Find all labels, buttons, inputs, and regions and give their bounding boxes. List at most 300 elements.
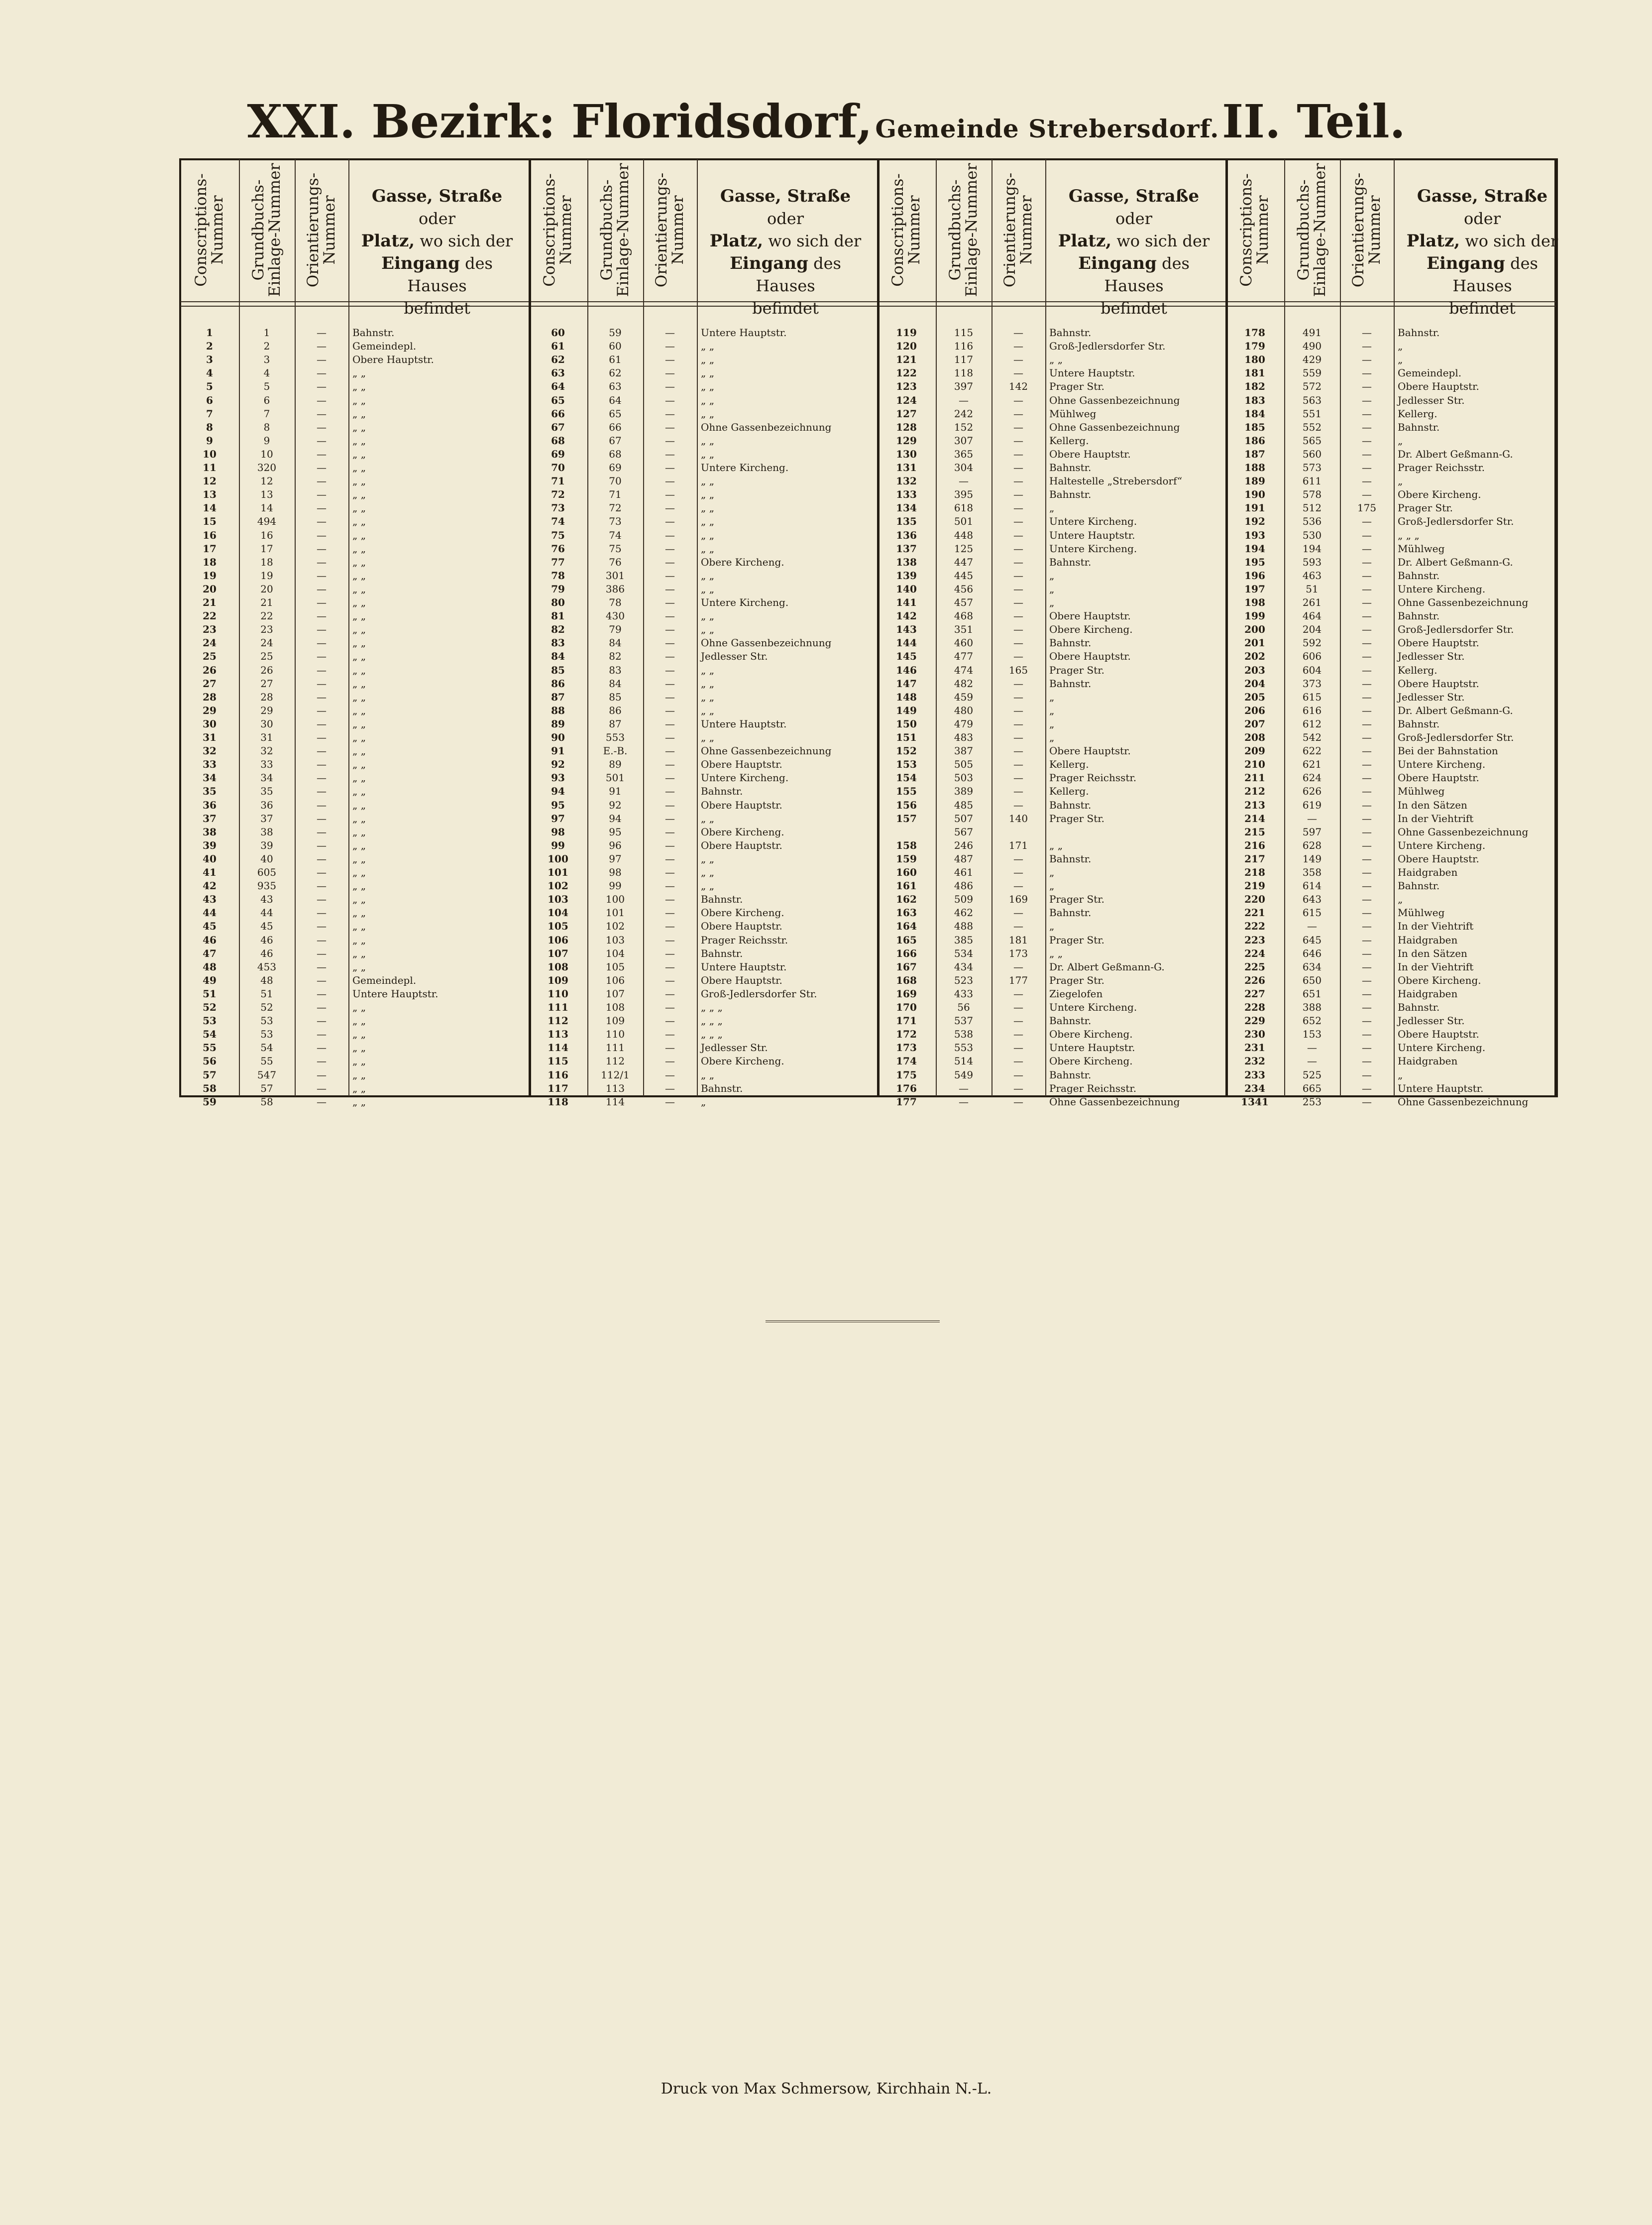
conscription-number: 222 xyxy=(1244,920,1265,933)
conscription-number: 2 xyxy=(206,340,213,352)
orientation-number: — xyxy=(317,717,327,730)
header-street-text: Platz, xyxy=(361,231,415,251)
orientation-number: — xyxy=(317,799,327,811)
street-name: Obere Kircheng. xyxy=(1398,488,1481,501)
conscription-number: 203 xyxy=(1244,664,1265,676)
orientation-number: — xyxy=(1013,799,1023,811)
orientation-number: — xyxy=(1013,1055,1023,1067)
conscription-number: 135 xyxy=(896,515,917,528)
orientation-number: — xyxy=(665,583,675,595)
orientation-number: — xyxy=(317,1055,327,1067)
conscription-number: 124 xyxy=(896,394,917,406)
table-row xyxy=(877,609,1222,623)
grundbuch-number: 628 xyxy=(1302,839,1322,851)
conscription-number: 102 xyxy=(548,880,568,892)
conscription-number: 136 xyxy=(896,529,917,541)
conscription-number: 13 xyxy=(203,488,217,501)
grundbuch-number: 477 xyxy=(954,650,974,663)
conscription-number: 150 xyxy=(896,717,917,730)
grundbuch-number: 320 xyxy=(257,462,277,473)
street-name: Obere Hauptstr. xyxy=(352,353,434,366)
orientation-number: — xyxy=(1362,960,1372,973)
grundbuch-number: 46 xyxy=(260,947,273,959)
grundbuch-number: 33 xyxy=(260,758,273,771)
orientation-number: — xyxy=(1013,502,1023,514)
grundbuch-number: 6 xyxy=(263,394,270,406)
street-name: „ „ xyxy=(352,920,366,933)
street-name: „ „ xyxy=(352,583,366,595)
street-name: „ „ xyxy=(701,488,715,501)
grundbuch-number: 79 xyxy=(609,623,622,636)
grundbuch-number: 606 xyxy=(1302,650,1322,663)
header-street-text: oder xyxy=(767,187,856,228)
orientation-number: 165 xyxy=(1008,664,1028,676)
grundbuch-number: 307 xyxy=(954,434,974,447)
orientation-number: — xyxy=(1362,839,1372,851)
grundbuch-number: 553 xyxy=(954,1042,974,1054)
table-row xyxy=(1225,542,1571,556)
conscription-number: 194 xyxy=(1244,542,1265,555)
grundbuch-number: 113 xyxy=(605,1082,625,1094)
grundbuch-number: 9 xyxy=(263,434,270,447)
grundbuch-number: 60 xyxy=(609,340,622,352)
grundbuch-number: 204 xyxy=(1302,623,1322,636)
conscription-number: 217 xyxy=(1244,852,1265,865)
grundbuch-number: 55 xyxy=(260,1055,273,1067)
grundbuch-number: E.-B. xyxy=(603,745,628,757)
orientation-number: — xyxy=(1362,394,1372,406)
grundbuch-number: 84 xyxy=(609,637,622,649)
orientation-number: — xyxy=(665,434,675,447)
grundbuch-number: 65 xyxy=(609,407,622,420)
table-row xyxy=(529,1014,874,1028)
orientation-number: — xyxy=(317,785,327,798)
street-name: Obere Kircheng. xyxy=(701,556,784,568)
street-name: Obere Hauptstr. xyxy=(1398,677,1479,690)
grundbuch-number: 474 xyxy=(954,664,974,676)
grundbuch-number: 114 xyxy=(605,1095,625,1108)
grundbuch-number: 488 xyxy=(954,920,974,933)
conscription-number: 62 xyxy=(551,353,565,366)
table-row xyxy=(180,839,526,852)
street-name: Dr. Albert Geßmann-G. xyxy=(1049,960,1165,973)
conscription-number: 226 xyxy=(1244,974,1265,986)
conscription-number: 229 xyxy=(1244,1015,1265,1027)
street-name: „ „ xyxy=(352,1068,366,1081)
orientation-number: — xyxy=(665,421,675,433)
orientation-number: — xyxy=(1362,1082,1372,1094)
conscription-number: 35 xyxy=(203,785,217,798)
table-row xyxy=(529,501,874,515)
table-row xyxy=(180,677,526,691)
table-row xyxy=(180,542,526,556)
grundbuch-number: 108 xyxy=(605,1001,625,1013)
table-row xyxy=(529,569,874,583)
orientation-number: — xyxy=(665,462,675,473)
street-name: „ „ xyxy=(701,394,715,406)
street-name: Ohne Gassenbezeichnung xyxy=(1049,394,1180,406)
orientation-number: — xyxy=(665,502,675,514)
orientation-number: — xyxy=(1362,1028,1372,1041)
table-row xyxy=(877,569,1222,583)
table-row xyxy=(1225,1028,1571,1041)
table-row xyxy=(877,1082,1222,1095)
table-row xyxy=(529,934,874,947)
conscription-number: 185 xyxy=(1244,421,1265,433)
table-row xyxy=(180,556,526,569)
conscription-number: 48 xyxy=(203,960,217,973)
table-row xyxy=(1225,1054,1571,1068)
orientation-number: — xyxy=(665,394,675,406)
grundbuch-number: 56 xyxy=(957,1001,970,1013)
grundbuch-number: 125 xyxy=(954,542,974,555)
orientation-number: 169 xyxy=(1008,893,1028,906)
conscription-number: 88 xyxy=(551,704,565,716)
conscription-number: 3 xyxy=(206,353,213,366)
grundbuch-number: 43 xyxy=(260,893,273,906)
street-name: In den Sätzen xyxy=(1398,947,1467,959)
grundbuch-number: 10 xyxy=(260,448,273,460)
street-name: Obere Hauptstr. xyxy=(701,799,782,811)
grundbuch-number: 509 xyxy=(954,893,974,906)
street-name: Obere Hauptstr. xyxy=(701,920,782,933)
orientation-number: — xyxy=(1362,434,1372,447)
street-name: Prager Str. xyxy=(1049,893,1104,906)
street-name: „ „ xyxy=(352,475,366,487)
table-row xyxy=(877,501,1222,515)
grundbuch-number: 490 xyxy=(1302,340,1322,352)
orientation-number: — xyxy=(1362,462,1372,473)
orientation-number: — xyxy=(1013,1068,1023,1081)
orientation-number: — xyxy=(1013,785,1023,798)
conscription-number: 98 xyxy=(551,825,565,838)
grundbuch-number: 395 xyxy=(954,488,974,501)
conscription-number: 213 xyxy=(1244,799,1265,811)
header-street-text: befindet xyxy=(752,299,819,318)
table-row xyxy=(529,920,874,933)
orientation-number: — xyxy=(1013,434,1023,447)
grundbuch-number: 84 xyxy=(609,677,622,690)
street-name: In der Viehtrift xyxy=(1398,812,1474,824)
grundbuch-number: 52 xyxy=(260,1001,273,1013)
conscription-number: 34 xyxy=(203,772,217,784)
conscription-number: 121 xyxy=(896,353,917,366)
grundbuch-number: 619 xyxy=(1302,799,1322,811)
street-name: „ „ xyxy=(701,731,715,743)
street-name: „ „ xyxy=(352,380,366,393)
street-name: „ „ xyxy=(352,637,366,649)
conscription-number: 75 xyxy=(551,529,565,541)
table-row xyxy=(1225,394,1571,407)
orientation-number: — xyxy=(317,650,327,663)
grundbuch-number: 68 xyxy=(609,448,622,460)
orientation-number: — xyxy=(1362,704,1372,716)
street-name: Untere Kircheng. xyxy=(1398,839,1486,851)
conscription-number: 17 xyxy=(203,542,217,555)
orientation-number: — xyxy=(665,556,675,568)
conscription-number: 199 xyxy=(1244,610,1265,622)
grundbuch-number: 567 xyxy=(954,825,974,838)
street-name: Mühlweg xyxy=(1398,785,1445,798)
orientation-number: — xyxy=(1013,407,1023,420)
table-row xyxy=(529,704,874,717)
grundbuch-number: — xyxy=(1307,1055,1317,1067)
conscription-number: 190 xyxy=(1244,488,1265,501)
conscription-number: 155 xyxy=(896,785,917,798)
table-row xyxy=(877,488,1222,501)
conscription-number: 54 xyxy=(203,1028,217,1041)
street-name: Mühlweg xyxy=(1398,542,1445,555)
table-row xyxy=(877,596,1222,609)
header-rule xyxy=(180,301,1556,302)
grundbuch-number: 70 xyxy=(609,475,622,487)
conscription-number: 39 xyxy=(203,839,217,851)
table-row xyxy=(529,987,874,1001)
grundbuch-number: 622 xyxy=(1302,745,1322,757)
grundbuch-number: 37 xyxy=(260,812,273,824)
conscription-number: 154 xyxy=(896,772,917,784)
conscription-number: 233 xyxy=(1244,1068,1265,1081)
street-name: Obere Hauptstr. xyxy=(1398,637,1479,649)
orientation-number: — xyxy=(665,772,675,784)
conscription-number: 158 xyxy=(896,839,917,851)
grundbuch-number: 935 xyxy=(257,880,277,892)
orientation-number: — xyxy=(665,731,675,743)
grundbuch-number: 107 xyxy=(605,987,625,1000)
grundbuch-number: 34 xyxy=(260,772,273,784)
table-row xyxy=(877,1041,1222,1054)
grundbuch-number: 616 xyxy=(1302,704,1322,716)
conscription-number: 67 xyxy=(551,421,565,433)
grundbuch-number: 92 xyxy=(609,799,622,811)
conscription-number: 198 xyxy=(1244,596,1265,608)
grundbuch-number: 101 xyxy=(605,907,625,919)
street-name: „ „ xyxy=(352,664,366,676)
street-name: „ xyxy=(1049,691,1055,703)
street-name: „ „ xyxy=(701,407,715,420)
conscription-number: 112 xyxy=(548,1015,568,1027)
grundbuch-number: 62 xyxy=(609,367,622,379)
street-name: „ „ xyxy=(701,852,715,865)
orientation-number: — xyxy=(665,664,675,676)
conscription-number: 184 xyxy=(1244,407,1265,420)
street-name: Bahnstr. xyxy=(1049,677,1092,690)
street-name: Untere Hauptstr. xyxy=(701,717,787,730)
orientation-number: — xyxy=(1013,677,1023,690)
street-name: Untere Kircheng. xyxy=(1049,1001,1137,1013)
conscription-number: 138 xyxy=(896,556,917,568)
table-row xyxy=(529,636,874,650)
header-rule xyxy=(180,306,1556,307)
orientation-number: — xyxy=(1362,475,1372,487)
table-row xyxy=(877,852,1222,866)
orientation-number: 142 xyxy=(1008,380,1028,393)
table-row xyxy=(529,691,874,704)
orientation-number: — xyxy=(1013,731,1023,743)
orientation-number: — xyxy=(1362,785,1372,798)
orientation-number: — xyxy=(317,960,327,973)
table-row xyxy=(529,839,874,852)
conscription-number: 22 xyxy=(203,610,217,622)
table-row xyxy=(1225,758,1571,771)
table-row xyxy=(1225,879,1571,893)
header-street-text: Platz, xyxy=(709,231,764,251)
table-row xyxy=(1225,569,1571,583)
conscription-number: 7 xyxy=(206,407,213,420)
street-name: In den Sätzen xyxy=(1398,799,1467,811)
table-row xyxy=(180,960,526,974)
orientation-number: — xyxy=(317,745,327,757)
grundbuch-number: 565 xyxy=(1302,434,1322,447)
conscription-number: 225 xyxy=(1244,960,1265,973)
grundbuch-number: 573 xyxy=(1302,462,1322,473)
orientation-number: — xyxy=(317,529,327,541)
grundbuch-number: 152 xyxy=(954,421,974,433)
conscription-number: 92 xyxy=(551,758,565,771)
grundbuch-number: 612 xyxy=(1302,717,1322,730)
grundbuch-number: 487 xyxy=(954,852,974,865)
grundbuch-number: 553 xyxy=(605,731,625,743)
grundbuch-number: 486 xyxy=(954,880,974,892)
orientation-number: — xyxy=(317,1068,327,1081)
conscription-number: 209 xyxy=(1244,745,1265,757)
street-name: „ „ xyxy=(352,717,366,730)
title-district: XXI. Bezirk: Floridsdorf, xyxy=(247,95,873,148)
orientation-number: — xyxy=(317,893,327,906)
conscription-number: 82 xyxy=(551,623,565,636)
conscription-number: 166 xyxy=(896,947,917,959)
header-street-text: oder xyxy=(1115,187,1205,228)
street-name: Gemeindepl. xyxy=(352,340,417,352)
orientation-number: — xyxy=(317,691,327,703)
conscription-number: 172 xyxy=(896,1028,917,1041)
conscription-number: 141 xyxy=(896,596,917,608)
street-name: Obere Kircheng. xyxy=(1049,623,1133,636)
street-name: Bahnstr. xyxy=(1398,1001,1440,1013)
orientation-number: — xyxy=(1013,960,1023,973)
header-street xyxy=(1048,185,1219,318)
grundbuch-number: 104 xyxy=(605,947,625,959)
grundbuch-number: 373 xyxy=(1302,677,1322,690)
conscription-number: 81 xyxy=(551,610,565,622)
grundbuch-number: 479 xyxy=(954,717,974,730)
table-row xyxy=(1225,677,1571,691)
table-row xyxy=(877,758,1222,771)
table-row xyxy=(180,1054,526,1068)
orientation-number: — xyxy=(1362,893,1372,906)
street-name: „ „ xyxy=(701,434,715,447)
grundbuch-number: 86 xyxy=(609,704,622,716)
grundbuch-number: 78 xyxy=(609,596,622,608)
grundbuch-number: 71 xyxy=(609,488,622,501)
street-name: „ „ xyxy=(701,353,715,366)
street-name: „ „ xyxy=(701,664,715,676)
grundbuch-number: 25 xyxy=(260,650,273,663)
orientation-number: — xyxy=(1362,353,1372,366)
header-orientierung-label: Orientierungs- Nummer xyxy=(1349,172,1384,288)
street-name: Obere Hauptstr. xyxy=(1398,1028,1479,1041)
table-row xyxy=(877,1054,1222,1068)
orientation-number: — xyxy=(665,1068,675,1081)
header-street-text: Eingang xyxy=(1078,253,1157,273)
grundbuch-number: 118 xyxy=(954,367,974,379)
street-name: In der Viehtrift xyxy=(1398,960,1474,973)
grundbuch-number: 614 xyxy=(1302,880,1322,892)
conscription-number: 165 xyxy=(896,934,917,946)
street-name: Bahnstr. xyxy=(1049,1015,1092,1027)
street-name: „ „ xyxy=(352,799,366,811)
table-row xyxy=(180,934,526,947)
conscription-number: 189 xyxy=(1244,475,1265,487)
street-name: Untere Kircheng. xyxy=(701,772,789,784)
table-row xyxy=(529,474,874,488)
table-row xyxy=(529,866,874,879)
orientation-number: — xyxy=(1362,515,1372,528)
table-row xyxy=(877,474,1222,488)
grundbuch-number: 31 xyxy=(260,731,273,743)
street-name: „ „ xyxy=(701,529,715,541)
header-street-text: Gasse, Straße xyxy=(720,186,851,206)
table-row xyxy=(877,1001,1222,1014)
conscription-number: 146 xyxy=(896,664,917,676)
table-row xyxy=(1225,583,1571,596)
street-name: „ xyxy=(1398,1068,1403,1081)
table-row xyxy=(877,866,1222,879)
grundbuch-number: 652 xyxy=(1302,1015,1322,1027)
orientation-number: — xyxy=(317,1095,327,1108)
conscription-number: 207 xyxy=(1244,717,1265,730)
conscription-number: 25 xyxy=(203,650,217,663)
street-name: „ „ xyxy=(352,825,366,838)
grundbuch-number: 76 xyxy=(609,556,622,568)
conscription-number: 122 xyxy=(896,367,917,379)
header-street-text: Platz, xyxy=(1058,231,1112,251)
street-name: Bahnstr. xyxy=(1398,610,1440,622)
grundbuch-number: 3 xyxy=(263,353,270,366)
orientation-number: — xyxy=(1013,394,1023,406)
orientation-number: — xyxy=(665,542,675,555)
street-name: „ „ xyxy=(352,704,366,716)
grundbuch-number: 54 xyxy=(260,1042,273,1054)
street-name: Obere Hauptstr. xyxy=(701,974,782,986)
conscription-number: 8 xyxy=(206,421,213,433)
grundbuch-number: 112/1 xyxy=(601,1068,630,1081)
street-name: „ xyxy=(1049,502,1055,514)
orientation-number: — xyxy=(1013,610,1023,622)
conscription-number: 227 xyxy=(1244,987,1265,1000)
table-row xyxy=(180,461,526,474)
conscription-number: 10 xyxy=(203,448,217,460)
grundbuch-number: 96 xyxy=(609,839,622,851)
orientation-number: — xyxy=(1362,637,1372,649)
conscription-number: 123 xyxy=(896,380,917,393)
grundbuch-number: 643 xyxy=(1302,893,1322,906)
conscription-number: 221 xyxy=(1244,907,1265,919)
conscription-number: 84 xyxy=(551,650,565,663)
street-name: Prager Str. xyxy=(1049,380,1104,393)
header-orientierung-label: Orientierungs- Nummer xyxy=(1001,172,1035,288)
street-name: Ohne Gassenbezeichnung xyxy=(701,421,832,433)
orientation-number: — xyxy=(317,448,327,460)
conscription-number: 188 xyxy=(1244,462,1265,473)
orientation-number: — xyxy=(665,758,675,771)
orientation-number: — xyxy=(317,462,327,473)
table-row xyxy=(877,636,1222,650)
grundbuch-number: 351 xyxy=(954,623,974,636)
table-row xyxy=(529,960,874,974)
grundbuch-number: 560 xyxy=(1302,448,1322,460)
conscription-number: 114 xyxy=(548,1042,568,1054)
